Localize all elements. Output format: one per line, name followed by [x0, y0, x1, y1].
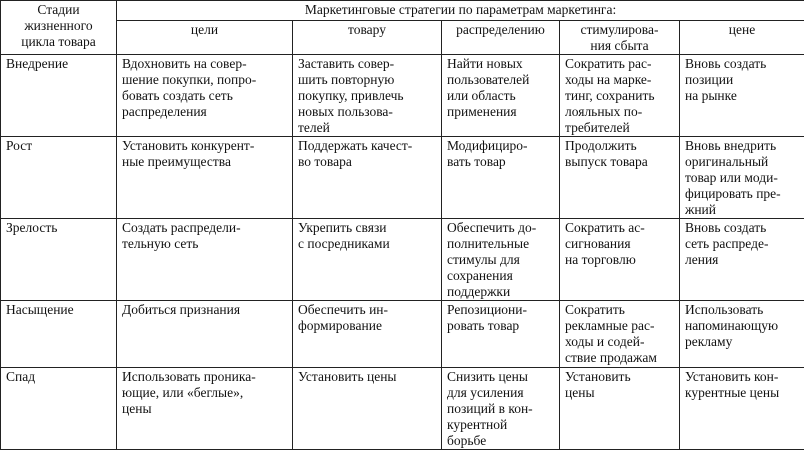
promotion-cell: Сократить рекламные рас- ходы и содей- ствие продажам	[560, 301, 680, 368]
distribution-cell: Модифициро- вать товар	[442, 137, 560, 219]
column-header-product: товару	[293, 21, 442, 55]
price-cell: Вновь создать позиции на рынке	[680, 55, 804, 137]
price-cell: Использовать напоминающую рекламу	[680, 301, 804, 368]
column-header-distribution: распределению	[442, 21, 560, 55]
promotion-cell: Продолжить выпуск товара	[560, 137, 680, 219]
promotion-cell: Установить цены	[560, 368, 680, 450]
column-header-promotion: стимулирова- ния сбыта	[560, 21, 680, 55]
distribution-cell: Снизить цены для усиления позиций в кон- курентной борьбе	[442, 368, 560, 450]
stage-cell: Внедрение	[1, 55, 117, 137]
table-row	[1, 301, 804, 368]
strategies-group-header: Маркетинговые стратегии по параметрам маркетинга:	[117, 1, 804, 21]
table-row	[1, 219, 804, 301]
stage-cell: Зрелость	[1, 219, 117, 301]
product-cell: Заставить совер- шить повторную покупку, привлечь новых пользова- телей	[293, 55, 442, 137]
distribution-cell: Найти новых пользователей или область применения	[442, 55, 560, 137]
goals-cell: Создать распредели- тельную сеть	[117, 219, 293, 301]
price-cell: Установить кон- курентные цены	[680, 368, 804, 450]
column-header-price: цене	[680, 21, 804, 55]
goals-cell: Установить конкурент- ные преимущества	[117, 137, 293, 219]
price-cell: Вновь создать сеть распреде- ления	[680, 219, 804, 301]
product-cell: Поддержать качест- во товара	[293, 137, 442, 219]
product-cell: Укрепить связи с посредниками	[293, 219, 442, 301]
price-cell: Вновь внедрить оригинальный товар или моди- фицировать пре- жний	[680, 137, 804, 219]
stage-cell: Насыщение	[1, 301, 117, 368]
distribution-cell: Репозициони- ровать товар	[442, 301, 560, 368]
goals-cell: Вдохновить на совер- шение покупки, попро- бовать создать сеть распределения	[117, 55, 293, 137]
promotion-cell: Сократить рас- ходы на марке- тинг, сохранить лояльных по- требителей	[560, 55, 680, 137]
promotion-cell: Сократить ас- сигнования на торговлю	[560, 219, 680, 301]
distribution-cell: Обеспечить до- полнительные стимулы для сохранения поддержки	[442, 219, 560, 301]
table-row	[1, 368, 804, 450]
product-cell: Установить цены	[293, 368, 442, 450]
stage-cell: Рост	[1, 137, 117, 219]
table-row	[1, 55, 804, 137]
table-row	[1, 137, 804, 219]
column-header-goals: цели	[117, 21, 293, 55]
stage-column-header: Стадии жизненного цикла товара	[1, 1, 117, 55]
stage-cell: Спад	[1, 368, 117, 450]
goals-cell: Добиться признания	[117, 301, 293, 368]
goals-cell: Использовать проника- ющие, или «беглые», цены	[117, 368, 293, 450]
product-cell: Обеспечить ин- формирование	[293, 301, 442, 368]
